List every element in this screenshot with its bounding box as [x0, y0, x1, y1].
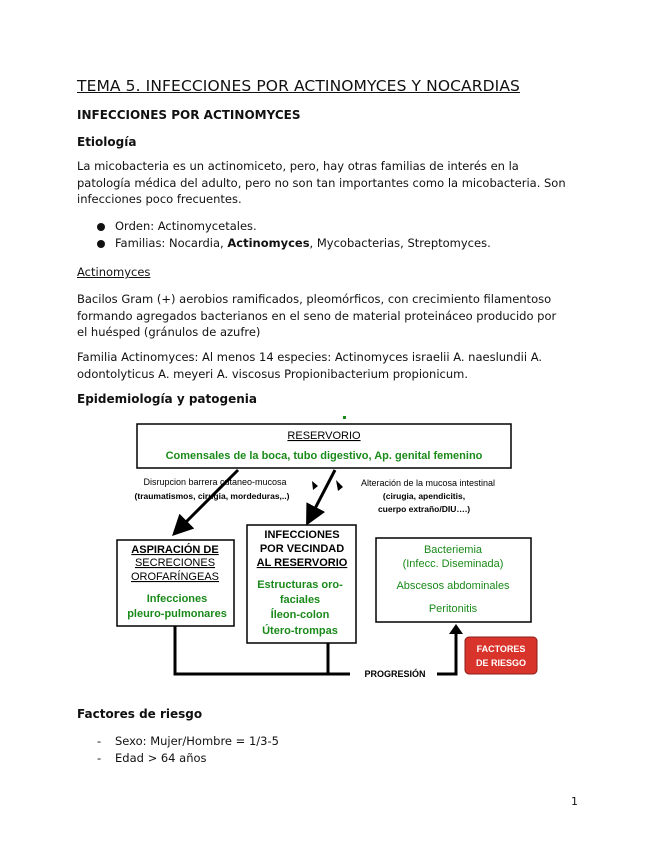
aspiracion-title-3: OROFARÍNGEAS [130, 571, 220, 583]
aspiracion-title-1: ASPIRACIÓN DE [131, 544, 219, 556]
familias-post: , Mycobacterias, Streptomyces. [309, 236, 491, 250]
alteracion-line-2: (cirugia, apendicitis, [382, 491, 466, 501]
actinomyces-subheading: Actinomyces [77, 265, 151, 279]
act-p1-line-3: el huésped (gránulos de azufre) [77, 325, 261, 339]
disrupcion-line-2: (traumatismos, cirugia, mordeduras,..) [134, 491, 290, 501]
vecindad-title-3: AL RESERVORIO [256, 557, 348, 569]
disrupcion-line-1: Disrupcion barrera cutaneo-mucosa [143, 477, 287, 487]
factores-line-2: DE RIESGO [475, 658, 527, 668]
vecindad-text-4: Útero-trompas [262, 625, 338, 637]
list-item: - Edad > 64 años [97, 750, 207, 765]
aspiracion-title-2: SECRECIONES [134, 557, 216, 569]
factores-line-1: FACTORES [476, 644, 526, 654]
alteracion-pointer-icon [336, 480, 343, 491]
arrow-to-vecindad [308, 470, 335, 522]
vecindad-title-1: INFECCIONES [264, 529, 340, 541]
act-p1-line-2: formando agregados bacterianos en el seno de material proteináceo producido por [77, 308, 557, 323]
alteracion-line-1: Alteración de la mucosa intestinal [360, 478, 496, 488]
list-item: - Sexo: Mujer/Hombre = 1/3-5 [97, 734, 279, 748]
familias-bold: Actinomyces [227, 236, 310, 250]
etiologia-line-2: patología médica del adulto, pero no son tan importantes como la micobacteria. Son [77, 175, 566, 190]
reservorio-text: Comensales de la boca, tubo digestivo, Ap. genital femenino [165, 450, 483, 462]
factores-list [97, 733, 279, 766]
aspiracion-text-2: pleuro-pulmonares [127, 608, 227, 620]
aspiracion-text-1: Infecciones [146, 593, 208, 605]
alteracion-line-3: cuerpo extraño/DIU….) [377, 504, 471, 514]
act-p2-line-2: odontolyticus A. meyeri A. viscosus Propionibacterium propionicum. [77, 366, 469, 381]
etiologia-heading: Etiología [77, 135, 137, 149]
reservorio-title: RESERVORIO [287, 430, 361, 442]
page-title: TEMA 5. INFECCIONES POR ACTINOMYCES Y NOCARDIAS [77, 77, 520, 95]
bacteriemia-text-2: (Infecc. Diseminada) [402, 558, 504, 570]
act-p1-line-1: Bacilos Gram (+) aerobios ramificados, pleomórficos, con crecimiento filamentoso [77, 292, 552, 306]
disrupcion-pointer-icon [312, 481, 318, 490]
progresion-label: PROGRESIÓN [364, 669, 426, 679]
factores-heading: Factores de riesgo [77, 707, 203, 721]
etiologia-line-1: La micobacteria es un actinomiceto, pero, hay otras familias de interés en la [77, 159, 519, 173]
bacteriemia-text-4: Peritonitis [428, 603, 478, 615]
act-p2-line-1: Familia Actinomyces: Al menos 14 especies: Actinomyces israelii A. naeslundii A. [77, 350, 543, 364]
bacteriemia-text-3: Abscesos abdominales [396, 580, 510, 592]
factor-edad: Edad > 64 años [115, 750, 207, 765]
progresion-arrow-icon [449, 624, 463, 634]
familias-pre: Familias: Nocardia, [115, 236, 228, 250]
etiologia-line-3: infecciones poco frecuentes. [77, 192, 242, 206]
page-number: 1 [571, 795, 578, 808]
factores-box [465, 637, 537, 674]
section-heading: INFECCIONES POR ACTINOMYCES [77, 108, 301, 122]
vecindad-text-2: faciales [279, 594, 321, 606]
epidemiologia-heading: Epidemiología y patogenia [77, 392, 257, 406]
bacteriemia-text-1: Bacteriemia [423, 544, 483, 556]
factor-sexo: Sexo: Mujer/Hombre = 1/3-5 [115, 734, 279, 748]
vecindad-text-1: Estructuras oro- [257, 579, 343, 591]
dot-mark [343, 416, 346, 419]
vecindad-text-3: Íleon-colon [270, 609, 330, 621]
vecindad-title-2: POR VECINDAD [259, 543, 345, 555]
bullet-text-orden: Orden: Actinomycetales. [115, 219, 257, 233]
